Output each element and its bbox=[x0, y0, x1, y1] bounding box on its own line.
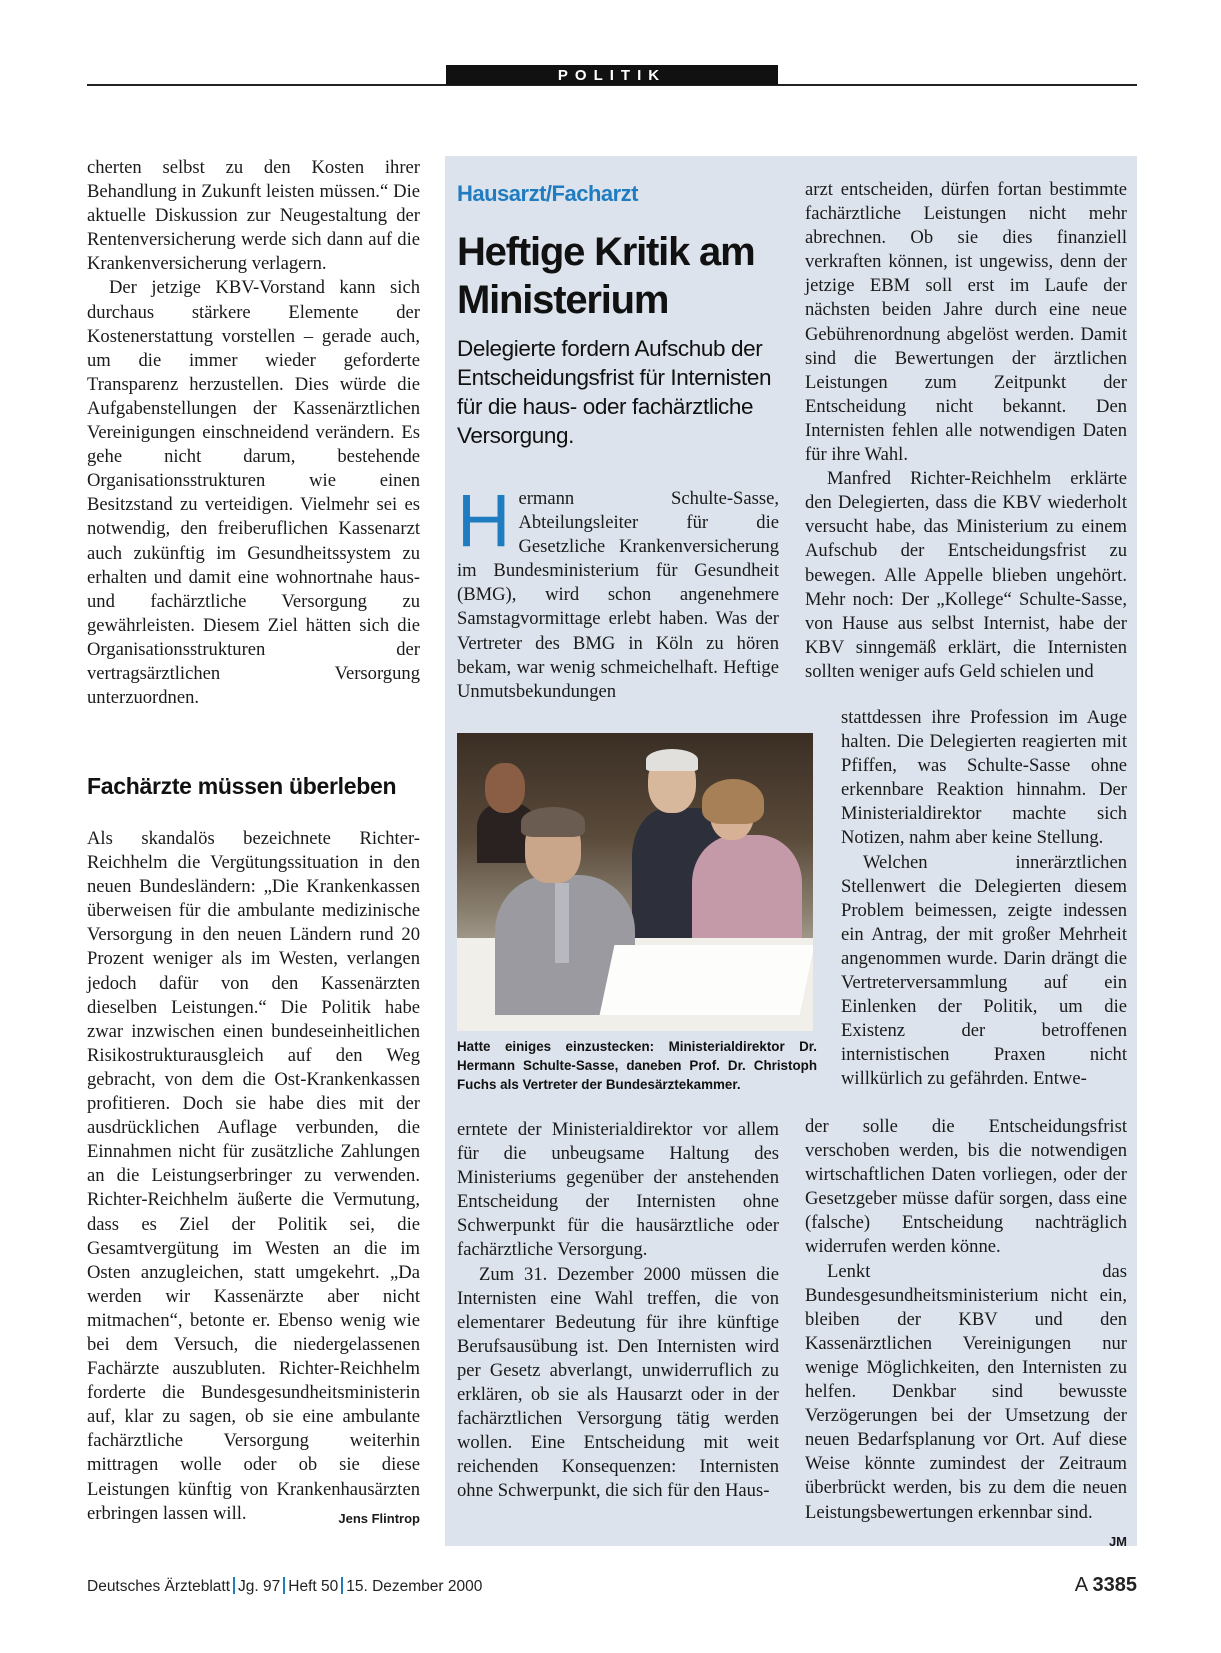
dropcap: H bbox=[457, 479, 511, 562]
author-signature: JM bbox=[1108, 1533, 1127, 1549]
paragraph-text: Als skandalös bezeichnete Richter-Reichhelm die Vergütungssituation in den neuen Bundesländern: „Die Krankenkassen überweisen für die ambulante medizinische Versorgung in den neuen Ländern rund 20 Prozent weniger als im Westen, verlangen jedoch dafür von den Kassenärzten dieselben Leistungen.“ Die Politik habe zwar inzwischen einen bundeseinheitlichen Risikostrukturausgleich auf den Weg gebracht, von dem die Ost-Krankenkassen profitieren. Doch sie habe dies mit der ausdrücklichen Auflage verbunden, die Einnahmen nicht für zusätzliche Zahlungen an die Leistungserbringer zu verwenden. Richter-Reichhelm äußerte die Vermutung, dass es Ziel der Politik sei, die Gesamtvergütung im Westen an die im Osten anzugleichen, statt umgekehrt. „Da werden wir Kassenärzte aber nicht mitmachen“, betonte er. Ebenso wenig wie bei dem Versuch, die niedergelassenen Fachärzte auszubluten. Richter-Reichhelm forderte die Bundesgesundheitsministerin auf, klar zu sagen, ob sie eine ambulante fachärztliche Versorgung weiterhin mittragen wolle oder ob sie diese Leistungen künftig von Krankenhausärzten erbringen lassen will. bbox=[87, 828, 420, 1524]
footer-separator bbox=[341, 1577, 343, 1594]
subheading: Fachärzte müssen überleben bbox=[87, 773, 397, 799]
article-deck: Delegierte fordern Aufschub der Entscheidungsfrist für Internisten für die haus- oder fachärztliche Versorgung. bbox=[457, 336, 772, 448]
paragraph bbox=[805, 1260, 1127, 1549]
paragraph: Welchen innerärztlichen Stellenwert die Delegierten diesem Problem beimessen, zeigte indessen ein Antrag, der mit großer Mehrheit angenommen wurde. Darin drängt die Vertreterversammlung auf ein Einlenken der Politik, um die Existenz der betroffenen internistischen Praxen nicht willkürlich zu gefährden. Entwe- bbox=[841, 851, 1127, 1090]
paragraph: Der jetzige KBV-Vorstand kann sich durchaus stärkere Elemente der Kostenerstattung vorstellen – gerade auch, um die immer wieder geforderte Transparenz herzustellen. Dies würde die Aufgabenstellungen der Kassenärztlichen Vereinigungen einschneidend verändern. Es gehe nicht darum, bestehende Organisationsstrukturen wie einen Besitzstand zu verteidigen. Vielmehr sei es notwendig, den freiberuflichen Kassenarzt auch zukünftig im Gesundheitssystem zu erhalten und damit eine wohnortnahe haus- und fachärztliche Versorgung zu gewährleisten. Diesem Ziel hätten sich die Organisationsstrukturen der vertragsärztlichen Versorgung unterzuordnen. bbox=[87, 277, 420, 709]
article-column-right-wrap bbox=[841, 706, 1127, 1092]
paragraph: Zum 31. Dezember 2000 müssen die Internisten eine Wahl treffen, die von elementarer Bedeutung für ihre künftige Berufsausübung ist. Den Internisten wird per Gesetz abverlangt, unwiderruflich zu erklären, ob sie als Hausarzt oder in der fachärztlichen Versorgung tätig werden wollen. Eine Entscheidung mit weit reichenden Konsequenzen: Internisten ohne Schwerpunkt, die sich für den Haus- bbox=[457, 1263, 779, 1502]
section-label: POLITIK bbox=[446, 65, 778, 85]
article-column-right-bottom bbox=[805, 1115, 1127, 1554]
left-column-bottom bbox=[87, 827, 420, 1531]
photo-person-schulte-sasse bbox=[495, 813, 615, 1013]
lead-paragraph bbox=[457, 479, 779, 704]
article-headline: Heftige Kritik am Ministerium bbox=[457, 230, 755, 322]
paragraph: stattdessen ihre Profession im Auge halten. Die Delegierten reagierten mit Pfiffen, was Schulte-Sasse ohne erkennbare Reaktion hinnahm. Der Ministerialdirektor machte sich Notizen, nahm aber keine Stellung. bbox=[841, 707, 1127, 849]
article-photo bbox=[457, 733, 813, 1031]
paragraph: Manfred Richter-Reichhelm erklärte den Delegierten, dass die KBV wiederholt versucht habe, das Ministerium zu einem Aufschub der Entscheidungsfrist zu bewegen. Alle Appelle blieben ungehört. Mehr noch: Der „Kollege“ Schulte-Sasse, von Hause aus selbst Internist, habe der KBV sinngemäß erklärt, die Internisten sollten weniger aufs Geld schielen und bbox=[805, 468, 1127, 682]
paragraph: cherten selbst zu den Kosten ihrer Behandlung in Zukunft leisten müssen.“ Die aktuelle Diskussion zur Neugestaltung der Rentenversicherung werde sich dann auf die Krankenversicherung verlagern. bbox=[87, 157, 420, 275]
article-column-right-top bbox=[805, 178, 1127, 684]
footer-separator bbox=[233, 1577, 235, 1594]
journal-name: Deutsches Ärzteblatt bbox=[87, 1578, 231, 1595]
photo-caption: Hatte einiges einzustecken: Ministerialdirektor Dr. Hermann Schulte-Sasse, daneben Prof. Dr. Christoph Fuchs als Vertreter der Bundesärztekammer. bbox=[457, 1039, 817, 1092]
paragraph-text: Lenkt das Bundesgesundheitsministerium nicht ein, bleiben der KBV und den Kassenärztlichen Vereinigungen nur wenige Möglichkeiten, den Internisten zu helfen. Denkbar sind bewusste Verzögerungen bei der Umsetzung der neuen Bedarfsplanung vor Ort. Auf diese Weise könnte zumindest der Zeitraum überbrückt werden, bis zu dem die neuen Leistungsbewertungen erkennbar sind. bbox=[805, 1260, 1127, 1523]
footer-separator bbox=[283, 1577, 285, 1594]
paragraph: der solle die Entscheidungsfrist verschoben werden, bis die notwendigen wirtschaftlichen Daten vorliegen, oder der Gesetzgeber müsse dafür sorgen, dass eine (falsche) Entscheidung nachträglich widerrufen werden könne. bbox=[805, 1116, 1127, 1258]
lead-text: ermann Schulte-Sasse, Abteilungsleiter für die Gesetzliche Krankenversicherung im Bundesministerium für Gesundheit (BMG), wird schon angenehmere Samstagvormittage erlebt haben. Was der Vertreter des BMG in Köln zu hören bekam, war wenig schmeichelhaft. Heftige Unmutsbekundungen bbox=[457, 488, 779, 702]
paragraph: erntete der Ministerialdirektor vor allem für die unbeugsame Haltung des Ministeriums gegenüber der anstehenden Entscheidung der Internisten ohne Schwerpunkt für die hausärztliche oder fachärztliche Versorgung. bbox=[457, 1119, 779, 1261]
article-column-lead bbox=[457, 479, 779, 704]
page-number-value: 3385 bbox=[1092, 1574, 1137, 1596]
page-number bbox=[1075, 1574, 1137, 1597]
article-column-middle bbox=[457, 1118, 779, 1504]
journal-volume: Jg. 97 bbox=[238, 1578, 281, 1595]
photo-paper bbox=[600, 945, 813, 1015]
paragraph: arzt entscheiden, dürfen fortan bestimmte fachärztliche Leistungen nicht mehr abrechnen. Ob sie dies finanziell verkraften können, ist ungewiss, denn der jetzige EBM soll erst im Laufe der nächsten beiden Jahre durch eine neue Gebührenordnung abgelöst werden. Damit sind die Bewertungen der ärztlichen Leistungen zum Zeitpunkt der Entscheidung nicht bekannt. Den Internisten fehlen alle notwendigen Daten für ihre Wahl. bbox=[805, 179, 1127, 466]
paragraph bbox=[87, 827, 420, 1526]
page-prefix: A bbox=[1074, 1574, 1087, 1596]
issue-date: 15. Dezember 2000 bbox=[346, 1578, 483, 1595]
left-column-top bbox=[87, 156, 420, 710]
journal-issue: Heft 50 bbox=[288, 1578, 339, 1595]
page-footer bbox=[87, 1574, 1137, 1601]
article-kicker: Hausarzt/Facharzt bbox=[457, 181, 639, 206]
photo-person-woman bbox=[692, 785, 792, 945]
author-signature: Jens Flintrop bbox=[338, 1510, 420, 1526]
